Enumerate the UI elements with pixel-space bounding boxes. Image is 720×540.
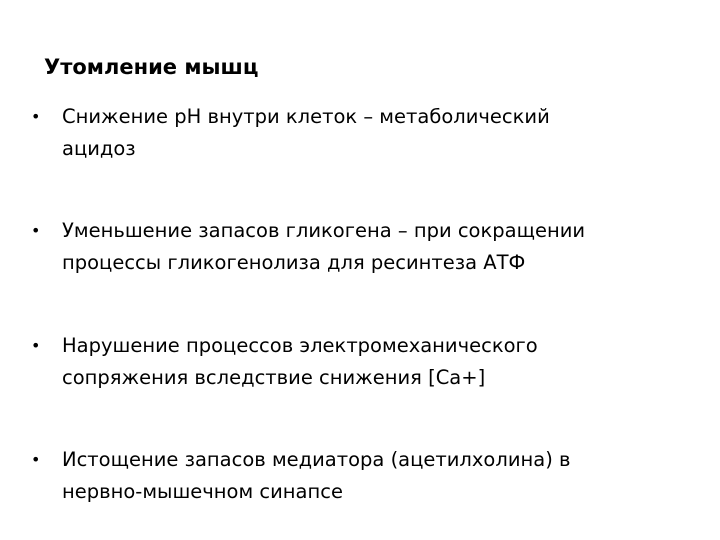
slide-title: Утомление мышц — [44, 55, 259, 79]
bullet-item — [26, 215, 686, 279]
bullet-text-line: Снижение pH внутри клеток – метаболический — [62, 105, 550, 128]
bullet-text-line: Уменьшение запасов гликогена – при сокращении — [62, 219, 586, 242]
bullet-item — [26, 101, 686, 165]
bullet-item — [26, 444, 686, 508]
bullet-item — [26, 330, 686, 394]
bullet-text-line: нервно-мышечном синапсе — [62, 480, 343, 503]
bullet-text-line: Нарушение процессов электромеханического — [62, 334, 538, 357]
bullet-icon: • — [31, 336, 41, 355]
bullet-text-line: сопряжения вследствие снижения [Ca+] — [62, 366, 486, 389]
bullet-text-line: ацидоз — [62, 137, 136, 160]
bullet-icon: • — [31, 107, 41, 126]
bullet-icon: • — [31, 221, 41, 240]
bullet-icon: • — [31, 450, 41, 469]
bullet-text-line: процессы гликогенолиза для ресинтеза АТФ — [62, 251, 526, 274]
bullet-text-line: Истощение запасов медиатора (ацетилхолина) в — [62, 448, 571, 471]
